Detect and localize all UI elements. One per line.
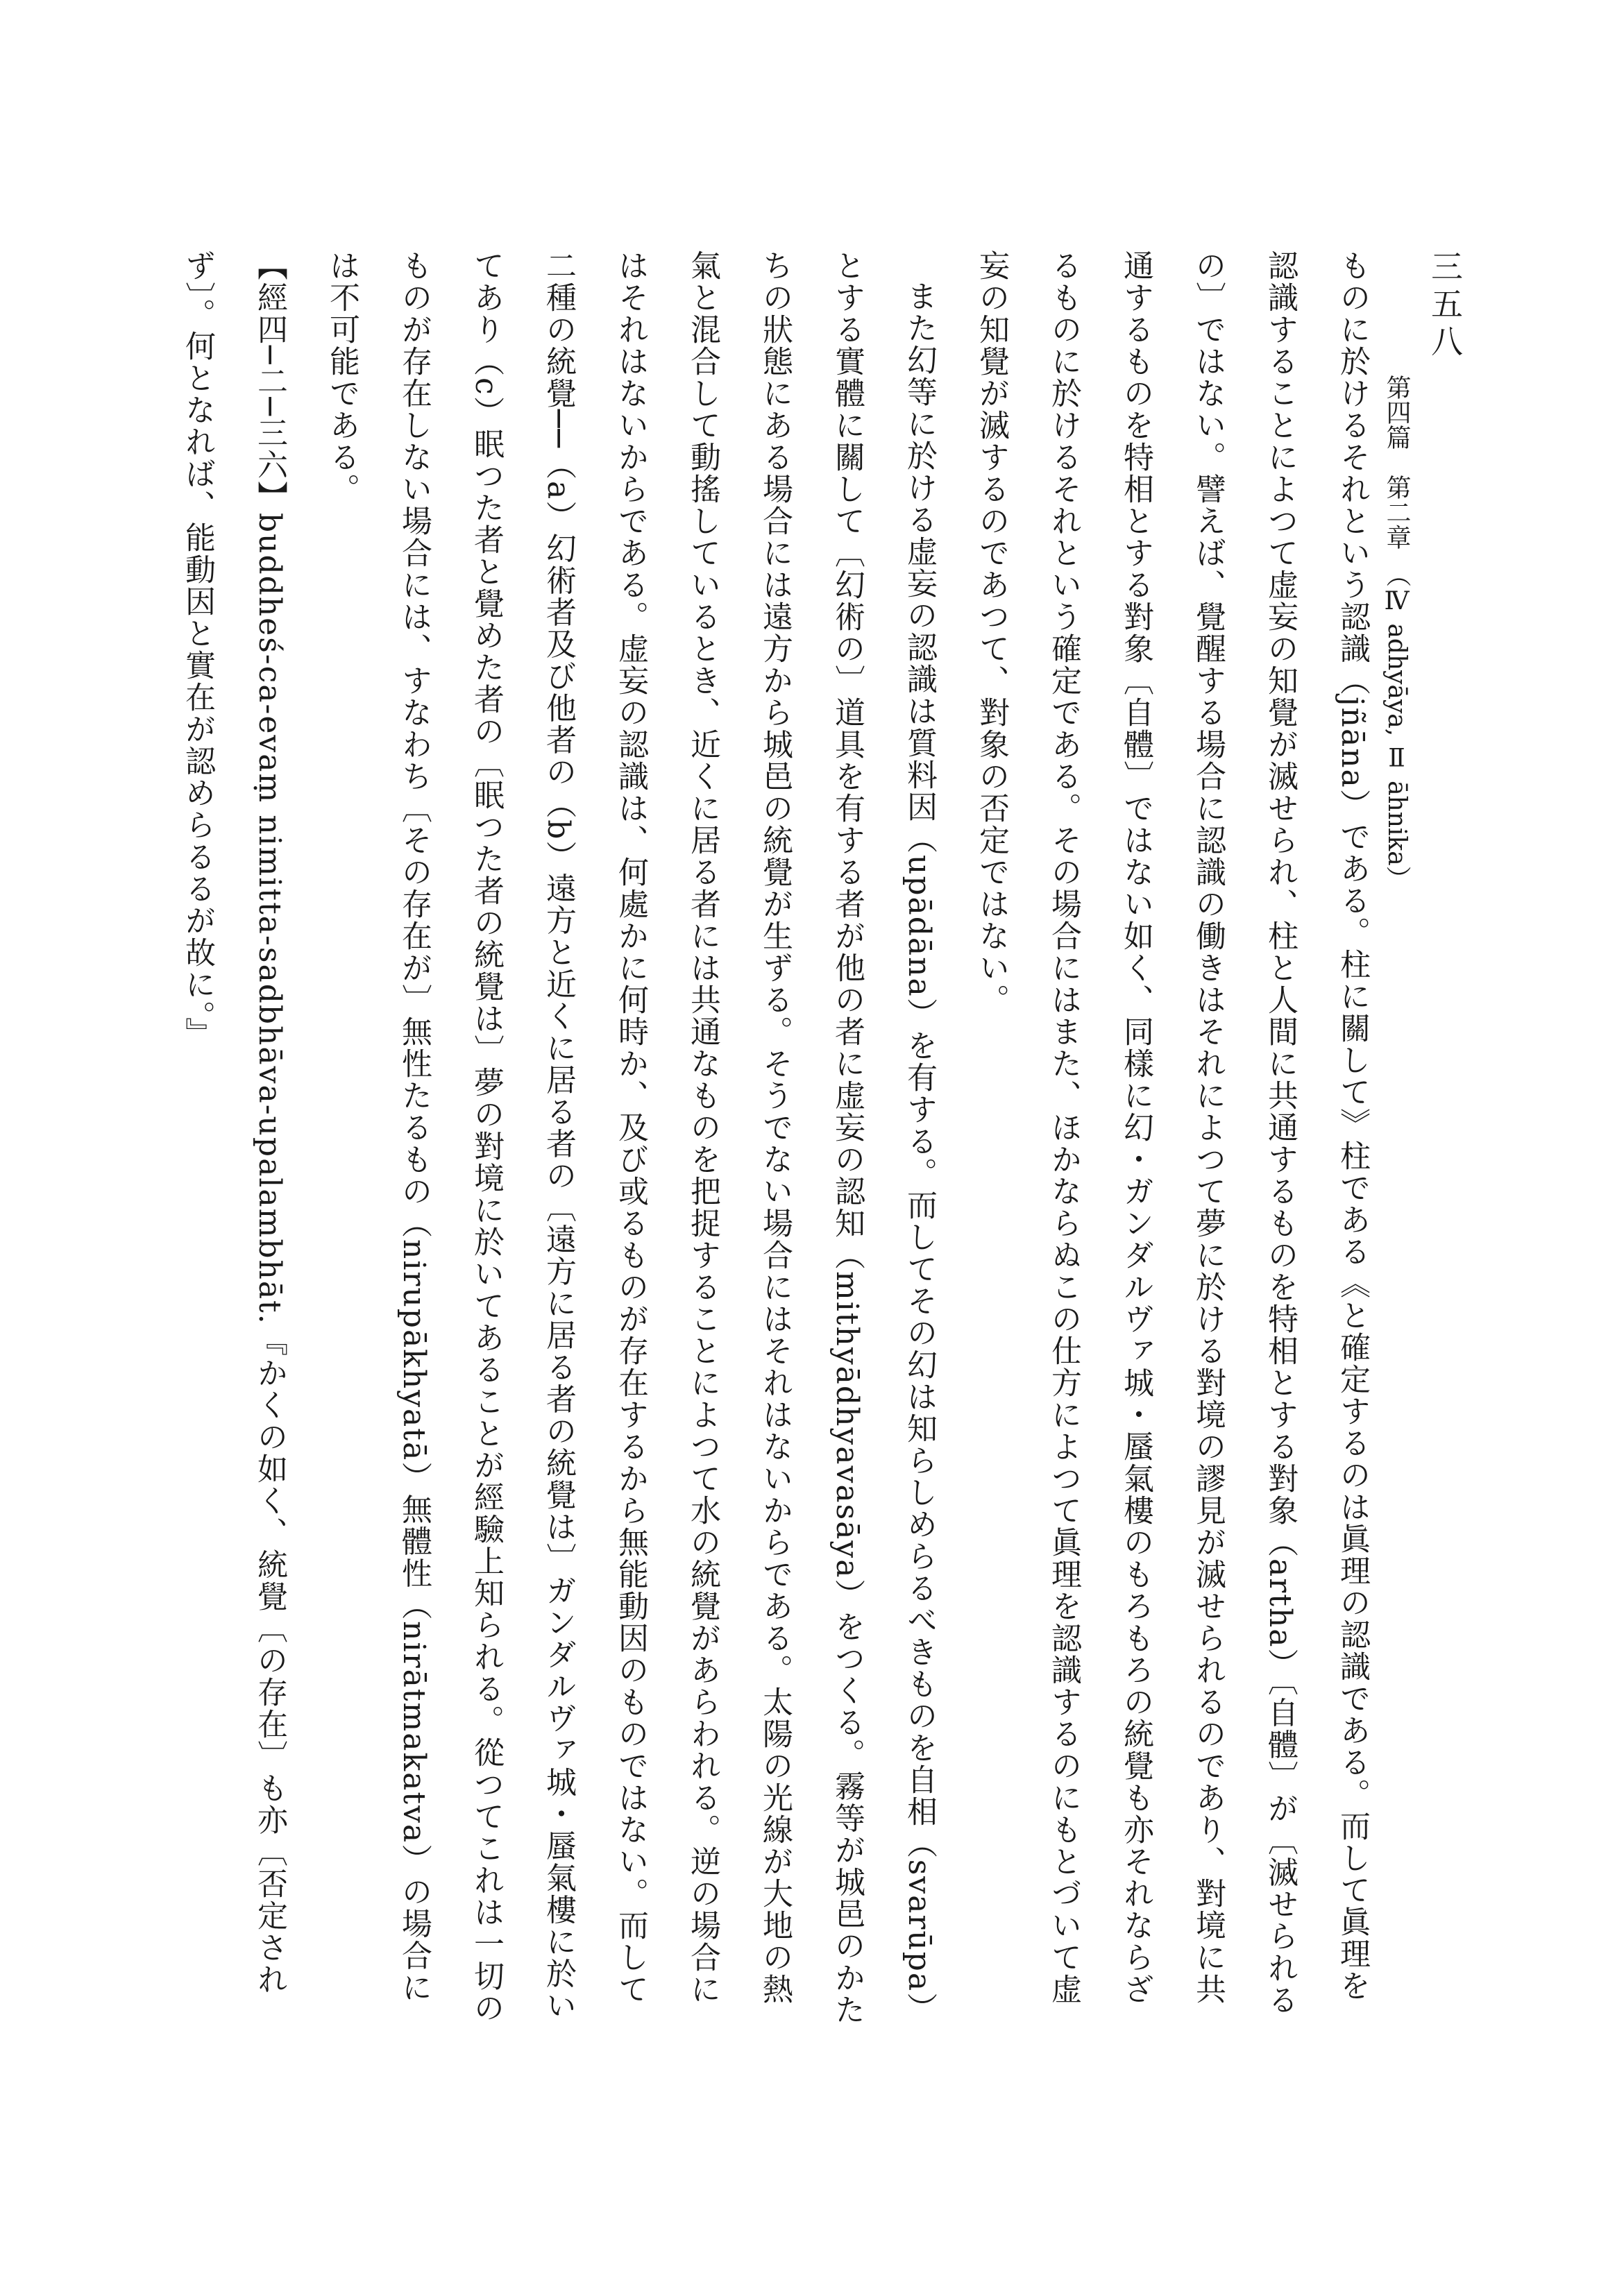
body-text bbox=[161, 250, 1388, 2026]
sutra-paragraph: 【經四─二─三六】buddheś-ca-evaṃ nimitta-sadbhāva-upalambhāt.『かくの如く、統覺〔の存在〕も亦〔否定されず〕。何となれば、能動因と實在が認めらるるが故に。』 bbox=[180, 250, 287, 1996]
page-number: 三五八 bbox=[1426, 250, 1464, 362]
paragraph: ものに於けるそれという認識（jñāna）である。柱に關して》柱である《と確定するのは眞理の認識である。而して眞理を認識することによつて虚妄の知覺が滅せられ、柱と人間に共通するものを特相とする對象（artha）〔自體〕が〔滅せられるの〕ではない。譬えば、覺醒する場合に認識の働きはそれによつて夢に於ける對境の謬見が滅せられるのであり、對境に共通するものを特相とする對象〔自體〕ではない如く、同樣に幻・ガンダルヴァ城・蜃氣樓のもろもろの統覺も亦それならざるものに於けるそれという確定である。その場合にはまた、ほかならぬこの仕方によつて眞理を認識するのにもとづいて虚妄の知覺が滅するのであつて、對象の否定ではない。 bbox=[974, 250, 1370, 2016]
paragraph: また幻等に於ける虚妄の認識は質料因（upādāna）を有する。而してその幻は知らしめらるべきものを自相（svarūpa）とする實體に關して〔幻術の〕道具を有する者が他の者に虚妄の認知（mithyādhyavasāya）をつくる。霧等が城邑のかたちの狀態にある場合には遠方から城邑の統覺が生ずる。そうでない場合にはそれはないからである。太陽の光線が大地の熱氣と混合して動搖しているとき、近くに居る者には共通なものを把捉することによつて水の統覺があらわれる。逆の場合にはそれはないからである。虚妄の認識は、何處かに何時か、及び或るものが存在するから無能動因のものではない。而して二種の統覺──（a）幻術者及び他者の（b）遠方と近くに居る者の〔遠方に居る者の統覺は〕ガンダルヴァ城・蜃氣樓に於いてあり（c）眠つた者と覺めた者の〔眠つた者の統覺は〕夢の對境に於いてあることが經驗上知られる。從つてこれは一切のものが存在しない場合には、すなわち〔その存在が〕無性たるもの（nirupākhyatā）無體性（nirātmakatva）の場合には不可能である。 bbox=[324, 250, 937, 2026]
running-header: 第四篇 第二章 （Ⅳ adhyāya, Ⅱ āhnika） bbox=[1382, 375, 1411, 891]
